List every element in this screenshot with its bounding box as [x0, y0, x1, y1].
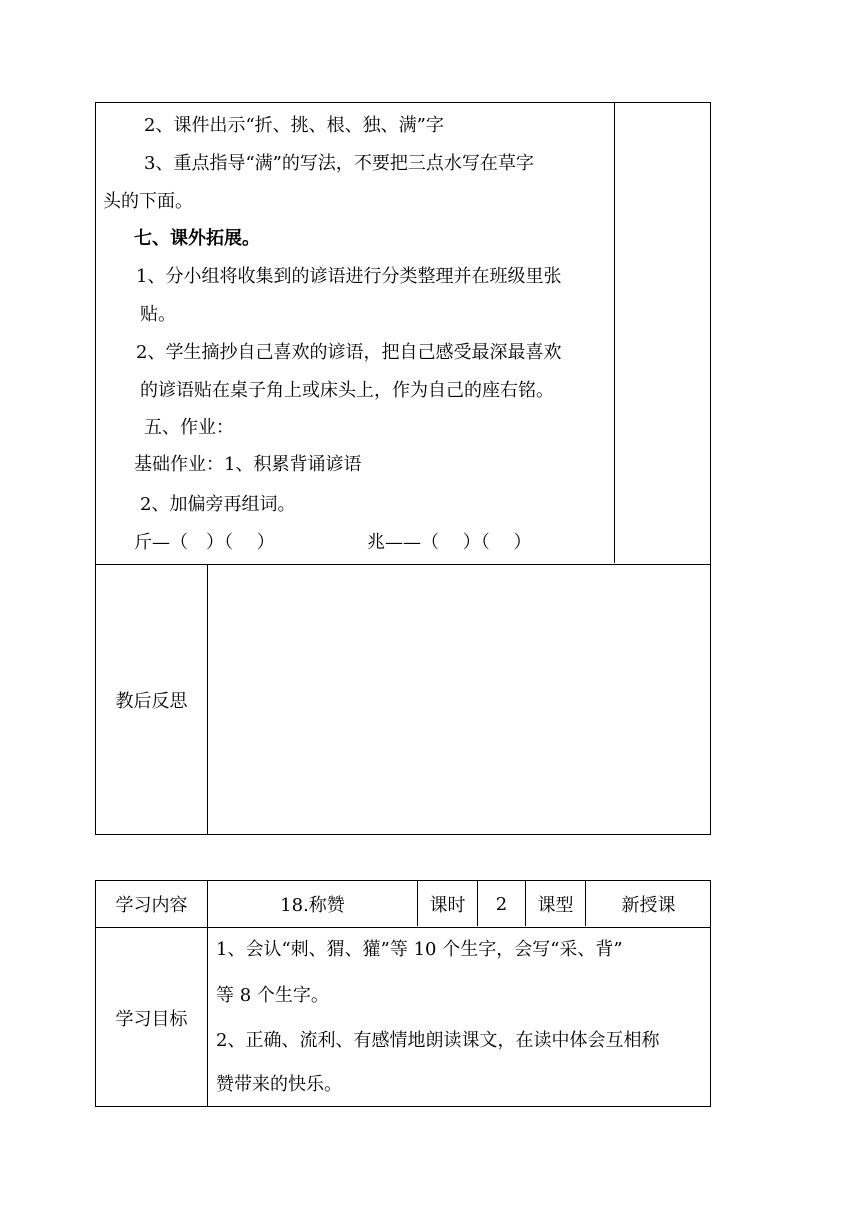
type-label: 课型: [537, 895, 574, 916]
objective-line: 2、正确、流利、有感情地朗读课文，在读中体会互相称: [216, 1030, 660, 1051]
lesson-table-continued: [95, 102, 711, 835]
step-line: 2、课件出示“折、挑、根、独、满”字: [144, 115, 444, 136]
content-label: 学习内容: [115, 895, 188, 916]
right-column-divider: [614, 103, 615, 563]
step-line: 2、加偏旁再组词。: [140, 494, 296, 515]
period-value: 2: [495, 893, 508, 915]
type-value: 新授课: [621, 895, 676, 916]
reflection-label: 教后反思: [115, 690, 188, 712]
lesson-table-new: [95, 880, 711, 1107]
step-line: 3、重点指导“满”的写法，不要把三点水写在草字: [144, 153, 534, 174]
objective-line: 赞带来的快乐。: [216, 1074, 342, 1095]
section-heading: 七、课外拓展。: [134, 228, 260, 249]
step-line: 头的下面。: [103, 191, 193, 212]
step-line: 贴。: [140, 304, 176, 325]
fill-blank-left: 斤—（ ）（ ）: [134, 532, 275, 553]
step-line: 的谚语贴在桌子角上或床头上，作为自己的座右铭。: [140, 380, 554, 401]
step-line: 2、学生摘抄自己喜欢的谚语，把自己感受最深最喜欢: [136, 342, 562, 363]
objective-line: 1、会认“刺、猬、獾”等 10 个生字，会写“采、背”: [216, 939, 623, 960]
objectives-label: 学习目标: [115, 1008, 188, 1030]
fill-blank-right: 兆——（ ）（ ）: [367, 532, 532, 553]
step-line: 基础作业：1、积累背诵谚语: [134, 454, 362, 475]
period-label: 课时: [429, 895, 466, 916]
step-line: 1、分小组将收集到的谚语进行分类整理并在班级里张: [136, 266, 562, 287]
objective-line: 等 8 个生字。: [216, 985, 329, 1006]
section-heading: 五、作业：: [144, 417, 234, 438]
reflection-content[interactable]: [208, 564, 711, 835]
lesson-title: 18.称赞: [280, 895, 345, 916]
